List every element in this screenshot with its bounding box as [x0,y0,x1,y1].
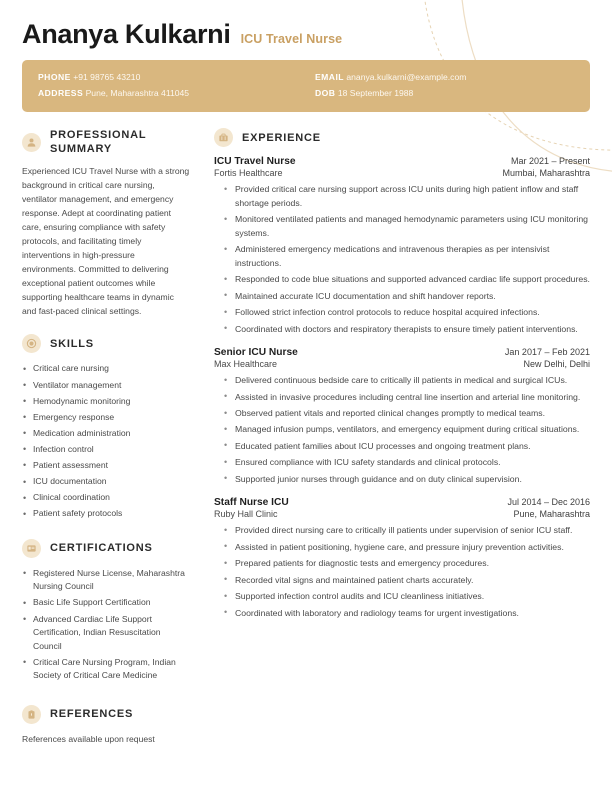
list-item: • Supported junior nurses through guidance and on duty clinical supervision. [224,473,590,486]
experience-entry-subheader [214,168,590,178]
section-title-references: REFERENCES [50,708,134,721]
contact-column-right [297,69,574,103]
resume-header [0,0,612,112]
section-header-references [22,705,190,724]
contact-address-label: ADDRESS [38,88,84,99]
job-dates: Jul 2014 – Dec 2016 [507,497,590,508]
job-location: Mumbai, Maharashtra [502,168,590,179]
list-item: • Registered Nurse License, Maharashtra Nursing Council [22,567,190,594]
job-company: Ruby Hall Clinic [214,509,278,520]
job-dates: Jan 2017 – Feb 2021 [504,347,590,358]
job-role: Staff Nurse ICU [214,497,289,509]
list-item: • Critical care nursing [22,362,190,376]
list-item: • Followed strict infection control protocols to reduce hospital acquired infections. [224,306,590,319]
contact-column-left [38,69,297,103]
briefcase-icon [214,128,233,147]
experience-entry-subheader [214,509,590,519]
section-references [22,705,190,747]
list-item: • Basic Life Support Certification [22,596,190,610]
experience-entry-subheader [214,359,590,369]
list-item: • Hemodynamic monitoring [22,395,190,409]
name-row [22,20,590,60]
job-bullets-list [214,524,590,620]
list-item: • Medication administration [22,427,190,441]
contact-phone-label: PHONE [38,71,71,82]
list-item: • ICU documentation [22,475,190,489]
list-item: • Clinical coordination [22,491,190,505]
job-role: Senior ICU Nurse [214,347,298,359]
list-item: • Prepared patients for diagnostic tests and emergency procedures. [224,557,590,570]
list-item: • Coordinated with laboratory and radiology teams for urgent investigations. [224,607,590,620]
candidate-name: Ananya Kulkarni [22,19,231,49]
list-item: • Emergency response [22,411,190,425]
section-skills [22,334,190,520]
list-item: • Delivered continuous bedside care to critically ill patients in medical and surgical ICUs. [224,374,590,387]
contact-email [315,69,574,86]
job-company: Fortis Healthcare [214,168,283,179]
list-item: • Patient safety protocols [22,507,190,521]
list-item: • Provided direct nursing care to critically ill patients under supervision of senior ICU staff. [224,524,590,537]
experience-entry [214,156,590,336]
list-item: • Educated patient families about ICU processes and ongoing treatment plans. [224,440,590,453]
list-item: • Patient assessment [22,459,190,473]
contact-phone [38,69,297,86]
list-item: • Assisted in patient positioning, hygiene care, and pressure injury prevention activities. [224,541,590,554]
section-certifications [22,539,190,683]
person-icon [22,133,41,152]
job-location: New Delhi, Delhi [523,359,590,370]
contact-dob-label: DOB [315,88,336,99]
contact-bar [22,60,590,113]
section-header-certifications [22,539,190,558]
references-text: References available upon request [22,733,155,744]
experience-entry-header [214,156,590,167]
list-item: • Observed patient vitals and reported clinical changes promptly to medical teams. [224,407,590,420]
section-title-experience: EXPERIENCE [242,131,321,144]
candidate-job-title: ICU Travel Nurse [240,32,343,46]
list-item: • Provided critical care nursing support across ICU units during high patient inflow and staff shortage periods. [224,183,590,210]
list-item: • Ensured compliance with ICU safety standards and clinical protocols. [224,456,590,469]
list-item: • Supported infection control audits and ICU cleanliness initiatives. [224,590,590,603]
experience-entry [214,347,590,486]
contact-dob-value: 18 September 1988 [337,88,414,99]
left-column [22,128,204,759]
job-location: Pune, Maharashtra [513,509,590,520]
job-dates: Mar 2021 – Present [510,156,590,167]
list-item: • Ventilator management [22,379,190,393]
section-experience [214,128,590,620]
section-title-skills: SKILLS [50,337,94,350]
job-bullets-list [214,374,590,486]
donut-icon [22,334,41,353]
job-company: Max Healthcare [214,359,278,370]
section-header-experience [214,128,590,147]
list-item: • Responded to code blue situations and supported advanced cardiac life support procedures. [224,273,590,286]
right-column [204,128,590,759]
section-title-certifications: CERTIFICATIONS [50,542,153,555]
resume-body [0,112,612,759]
section-title-professional-summary: PROFESSIONAL SUMMARY [50,129,147,156]
list-item: • Critical Care Nursing Program, Indian Society of Critical Care Medicine [22,656,190,683]
job-role: ICU Travel Nurse [214,156,296,168]
certificate-icon [22,539,41,558]
list-item: • Advanced Cardiac Life Support Certification, Indian Resuscitation Council [22,613,190,654]
section-header-professional-summary [22,128,190,156]
experience-entry [214,497,590,620]
contact-email-label: EMAIL [315,71,344,82]
clipboard-icon [22,705,41,724]
list-item: • Infection control [22,443,190,457]
experience-entry-header [214,497,590,508]
list-item: • Maintained accurate ICU documentation and shift handover reports. [224,290,590,303]
contact-phone-value: +91 98765 43210 [73,71,141,82]
contact-dob [315,85,574,102]
contact-address-value: Pune, Maharashtra 411045 [85,88,190,99]
list-item: • Monitored ventilated patients and managed hemodynamic parameters using ICU monitoring systems. [224,213,590,240]
list-item: • Administered emergency medications and intravenous therapies as per intensivist instructions. [224,243,590,270]
job-bullets-list [214,183,590,336]
certifications-list [22,567,190,683]
list-item: • Recorded vital signs and maintained patient charts accurately. [224,574,590,587]
contact-address [38,85,297,102]
experience-entry-header [214,347,590,358]
contact-email-value: ananya.kulkarni@example.com [346,71,467,82]
skills-list [22,362,190,520]
section-professional-summary [22,128,190,318]
professional-summary-text: Experienced ICU Travel Nurse with a strong background in critical care nursing, ventilator management, and emergency response. Adept at coordinating patient care, ensuring compliance with safety protocols, and facilitating timely interventions in high-pressure environments. Committed to delivering exceptional patient outcomes while supporting healthcare teams in dynamic and fast-paced clinical settings. [22,166,190,316]
list-item: • Assisted in invasive procedures including central line insertion and arterial line monitoring. [224,391,590,404]
list-item: • Coordinated with doctors and respiratory therapists to ensure timely patient interventions. [224,323,590,336]
list-item: • Managed infusion pumps, ventilators, and emergency equipment during critical situations. [224,423,590,436]
section-header-skills [22,334,190,353]
